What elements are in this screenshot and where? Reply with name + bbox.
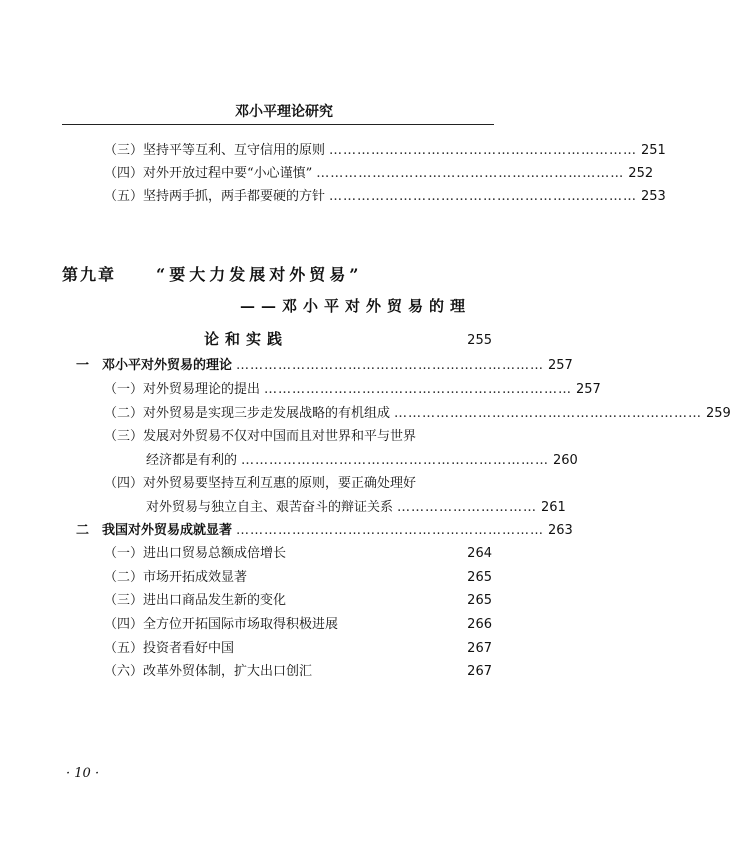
toc-entry[interactable] xyxy=(104,545,492,563)
section-entry[interactable] xyxy=(76,522,573,540)
chapter-subtitle: ——邓小平对外贸易的理 xyxy=(240,297,472,315)
toc-entry[interactable] xyxy=(104,142,666,160)
toc-entry-page: 267 xyxy=(467,641,492,656)
toc-entry-label: （五）投资者看好中国 xyxy=(104,641,235,656)
chapter-title[interactable]: “要大力发展对外贸易” xyxy=(156,265,363,284)
toc-entry-label: （二）对外贸易是实现三步走发展战略的有机组成 xyxy=(104,406,391,421)
dot-leader: ………………………………………………………… xyxy=(329,189,638,204)
toc-entry[interactable] xyxy=(146,499,566,517)
toc-entry-label: （三）进出口商品发生新的变化 xyxy=(104,593,287,608)
chapter-subtitle-cont: 论和实践 xyxy=(204,330,289,348)
toc-entry[interactable] xyxy=(104,616,492,634)
toc-entry-line1[interactable]: （三）发展对外贸易不仅对中国而且对世界和平与世界 xyxy=(104,429,417,444)
toc-entry-label: （五）坚持两手抓，两手都要硬的方针 xyxy=(104,189,326,204)
toc-entry-page: 265 xyxy=(467,593,492,608)
toc-entry-label: （四）对外开放过程中要“小心谨慎” xyxy=(104,166,313,181)
toc-entry-page: 266 xyxy=(467,617,492,632)
dot-leader: ………………………………………………………… xyxy=(394,406,703,421)
toc-entry-page: 252 xyxy=(628,166,654,181)
toc-entry-page: 253 xyxy=(641,189,666,204)
toc-entry[interactable] xyxy=(104,405,731,423)
toc-entry-page: 264 xyxy=(467,546,492,561)
toc-entry-page: 267 xyxy=(467,664,492,679)
dot-leader: ………………………………………………………… xyxy=(316,166,625,181)
toc-entry-label: （四）全方位开拓国际市场取得积极进展 xyxy=(104,617,339,632)
running-header: 邓小平理论研究 xyxy=(235,104,333,120)
section-label: 二 我国对外贸易成就显著 xyxy=(76,523,233,538)
toc-entry-page: 261 xyxy=(541,500,566,515)
dot-leader: ………………………………………………………… xyxy=(236,523,545,538)
chapter-page: 255 xyxy=(467,333,492,348)
dot-leader: ………………………………………………………… xyxy=(329,143,638,158)
section-label: 一 邓小平对外贸易的理论 xyxy=(76,358,233,373)
toc-entry-page: 260 xyxy=(553,453,578,468)
toc-entry[interactable] xyxy=(104,640,492,658)
dot-leader: ………………………… xyxy=(397,500,538,515)
chapter-entry[interactable] xyxy=(204,330,492,350)
toc-entry[interactable] xyxy=(146,452,578,470)
toc-entry[interactable] xyxy=(104,188,666,206)
toc-entry-label: （六）改革外贸体制，扩大出口创汇 xyxy=(104,664,313,679)
toc-entry-label: 对外贸易与独立自主、艰苦奋斗的辩证关系 xyxy=(146,500,394,515)
toc-entry[interactable] xyxy=(104,165,654,183)
toc-entry[interactable] xyxy=(104,569,492,587)
chapter-label: 第九章 xyxy=(62,265,117,284)
dot-leader: ………………………………………………………… xyxy=(241,453,550,468)
section-entry[interactable] xyxy=(76,357,573,375)
header-rule xyxy=(62,124,494,125)
toc-entry-line1[interactable]: （四）对外贸易要坚持互利互惠的原则，要正确处理好 xyxy=(104,476,417,491)
toc-entry-page: 257 xyxy=(576,382,601,397)
toc-entry-page: 265 xyxy=(467,570,492,585)
toc-entry-label: （一）进出口贸易总额成倍增长 xyxy=(104,546,287,561)
toc-entry-label: （三）坚持平等互利、互守信用的原则 xyxy=(104,143,326,158)
toc-entry-page: 259 xyxy=(706,406,731,421)
section-page: 263 xyxy=(548,523,573,538)
dot-leader: ………………………………………………………… xyxy=(236,358,545,373)
toc-entry-page: 251 xyxy=(641,143,666,158)
toc-entry-label: 经济都是有利的 xyxy=(146,453,238,468)
toc-entry-label: （一）对外贸易理论的提出 xyxy=(104,382,261,397)
toc-entry[interactable] xyxy=(104,592,492,610)
toc-entry-label: （二）市场开拓成效显著 xyxy=(104,570,248,585)
dot-leader: ………………………………………………………… xyxy=(264,382,573,397)
page-number: · 10 · xyxy=(66,766,100,781)
toc-entry[interactable] xyxy=(104,663,492,681)
section-page: 257 xyxy=(548,358,573,373)
toc-entry[interactable] xyxy=(104,381,601,399)
